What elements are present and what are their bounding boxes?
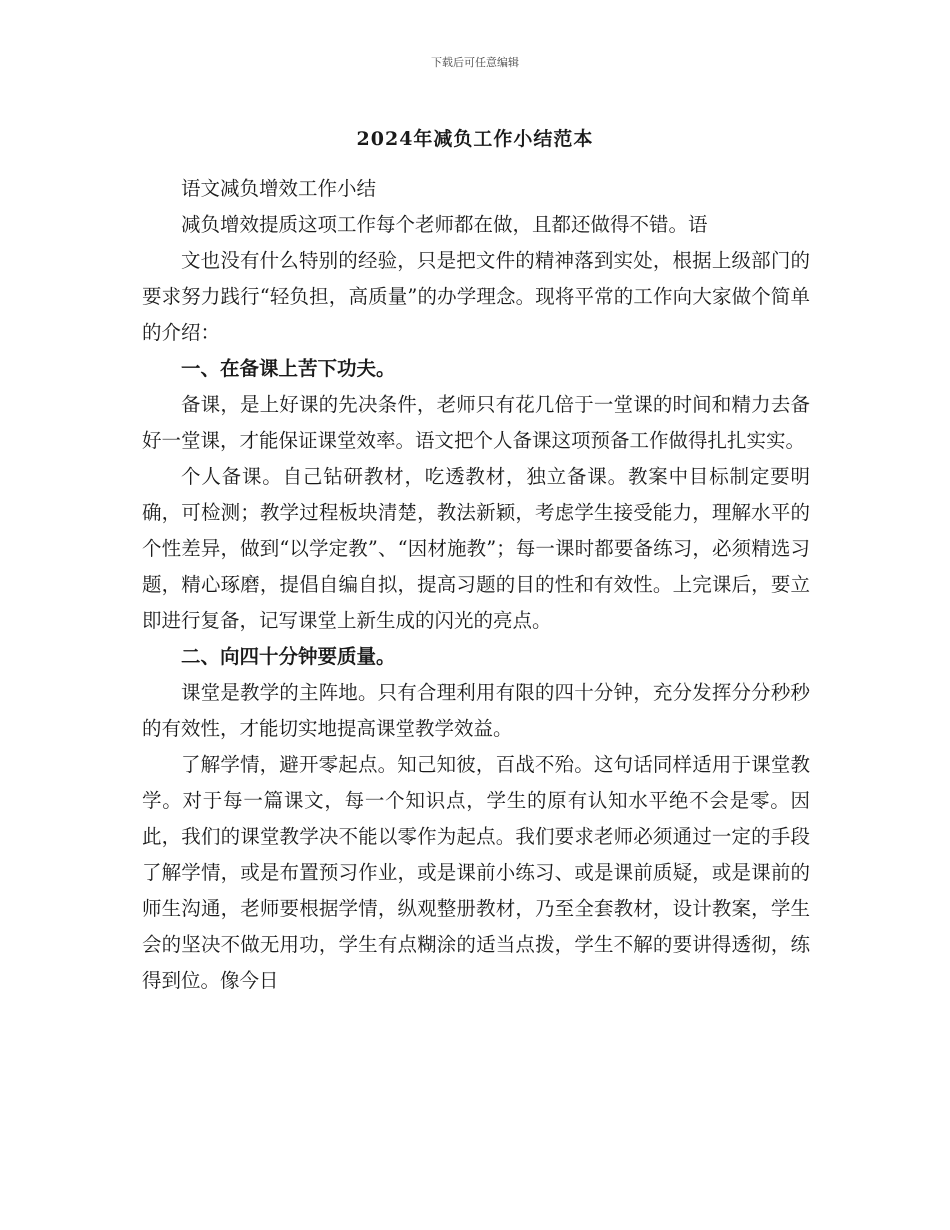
paragraph-3: 课堂是教学的主阵地。只有合理利用有限的四十分钟，充分发挥分分秒秒的有效性，才能切实地提高课堂教学效益。	[142, 681, 810, 740]
paragraph-1: 备课，是上好课的先决条件，老师只有花几倍于一堂课的时间和精力去备好一堂课，才能保证课堂效率。语文把个人备课这项预备工作做得扎扎实实。	[142, 393, 810, 452]
document-title: 2024年减负工作小结范本	[356, 128, 594, 150]
paragraph-intro-2: 文也没有什么特别的经验，只是把文件的精神落到实处，根据上级部门的要求努力践行“轻负担，高质量”的办学理念。现将平常的工作向大家做个简单的介绍：	[142, 249, 810, 344]
document-body	[142, 171, 810, 999]
section-heading-1: 一、在备课上苦下功夫。	[181, 357, 396, 380]
subtitle: 语文减负增效工作小结	[181, 177, 377, 200]
paragraph-intro-1: 减负增效提质这项工作每个老师都在做，且都还做得不错。语	[181, 213, 708, 236]
header-note: 下载后可任意编辑	[431, 56, 519, 69]
paragraph-2: 个人备课。自己钻研教材，吃透教材，独立备课。教案中目标制定要明确，可检测；教学过程板块清楚，教法新颖，考虑学生接受能力，理解水平的个性差异，做到“以学定教”、“因材施教”；每一课时都要备练习，必须精选习题，精心琢磨，提倡自编自拟，提高习题的目的性和有效性。上完课后，要立即进行复备，记写课堂上新生成的闪光的亮点。	[142, 465, 810, 632]
section-heading-2: 二、向四十分钟要质量。	[181, 645, 396, 668]
paragraph-4: 了解学情，避开零起点。知己知彼，百战不殆。这句话同样适用于课堂教学。对于每一篇课文，每一个知识点，学生的原有认知水平绝不会是零。因此，我们的课堂教学决不能以零作为起点。我们要求老师必须通过一定的手段了解学情，或是布置预习作业，或是课前小练习、或是课前质疑，或是课前的师生沟通，老师要根据学情，纵观整册教材，乃至全套教材，设计教案，学生会的坚决不做无用功，学生有点糊涂的适当点拨，学生不解的要讲得透彻，练得到位。像今日	[142, 753, 810, 992]
